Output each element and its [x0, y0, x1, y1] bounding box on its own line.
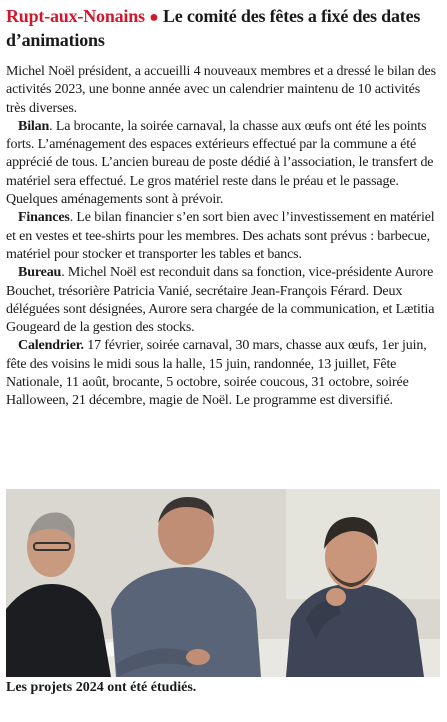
- section-label: Finances: [18, 210, 70, 226]
- meeting-photo: [6, 489, 440, 677]
- photo-caption: Les projets 2024 ont été étudiés.: [6, 680, 197, 695]
- section-text: 17 février, soirée carnaval, 30 mars, chasse aux œufs, 1er juin, fête des voisins le midi sous la halle, 15 juin, randonnée, 13 juillet, Fête Nationale, 11 août, brocante, 5 octobre, soirée coucous, 31 octobre, soirée Halloween, 21 décembre, magie de Noël. Le programme est diversifié.: [6, 338, 427, 409]
- section-separator: .: [49, 118, 56, 134]
- section-text: Le bilan financier s’en sort bien avec l’investissement en matériel et en vestes et tee-shirts pour les membres. Des achats sont prévus : barbecue, matériel pour stocker et transporter les tables et bancs.: [6, 210, 435, 262]
- section-label: Bilan: [18, 118, 50, 134]
- section-bilan: [6, 118, 442, 209]
- headline: [6, 5, 442, 52]
- section-text: Michel Noël est reconduit dans sa fonction, vice-présidente Aurore Bouchet, trésorière Patricia Vanié, secrétaire Jean-François Férard. Deux déléguées sont désignées, Aurore sera chargée de la communication, et Lætitia Gougeard de la gestion des stocks.: [6, 265, 435, 336]
- section-calendrier: [6, 337, 442, 410]
- section-separator: .: [61, 265, 68, 281]
- headline-location: Rupt-aux-Nonains: [6, 6, 145, 26]
- headline-bullet: ●: [149, 9, 159, 26]
- section-label: Calendrier.: [18, 338, 84, 354]
- article-body: [6, 63, 442, 411]
- intro-paragraph: Michel Noël président, a accueilli 4 nouveaux membres et a dressé le bilan des activités 2023, une bonne année avec un calendrier maintenu de 10 activités très diverses.: [6, 64, 436, 116]
- meeting-photo-illustration: [6, 489, 440, 677]
- person-mid-hand: [186, 649, 210, 665]
- section-text: La brocante, la soirée carnaval, la chasse aux œufs ont été les points forts. L’aménagement des espaces extérieurs effectué par la commune a été apprécié de tous. L’ancien bureau de poste dédié à l’association, le transfert de matériel sera effectué. Le gros matériel reste dans le préau et le passage. Quelques aménagements sont à prévoir.: [6, 118, 434, 208]
- headline-title: Le comité des fêtes a fixé des dates d’animations: [6, 6, 421, 50]
- section-bureau: [6, 264, 442, 337]
- section-finances: [6, 209, 442, 264]
- person-right-hand: [326, 588, 346, 606]
- section-separator: .: [69, 210, 77, 226]
- section-label: Bureau: [18, 265, 62, 281]
